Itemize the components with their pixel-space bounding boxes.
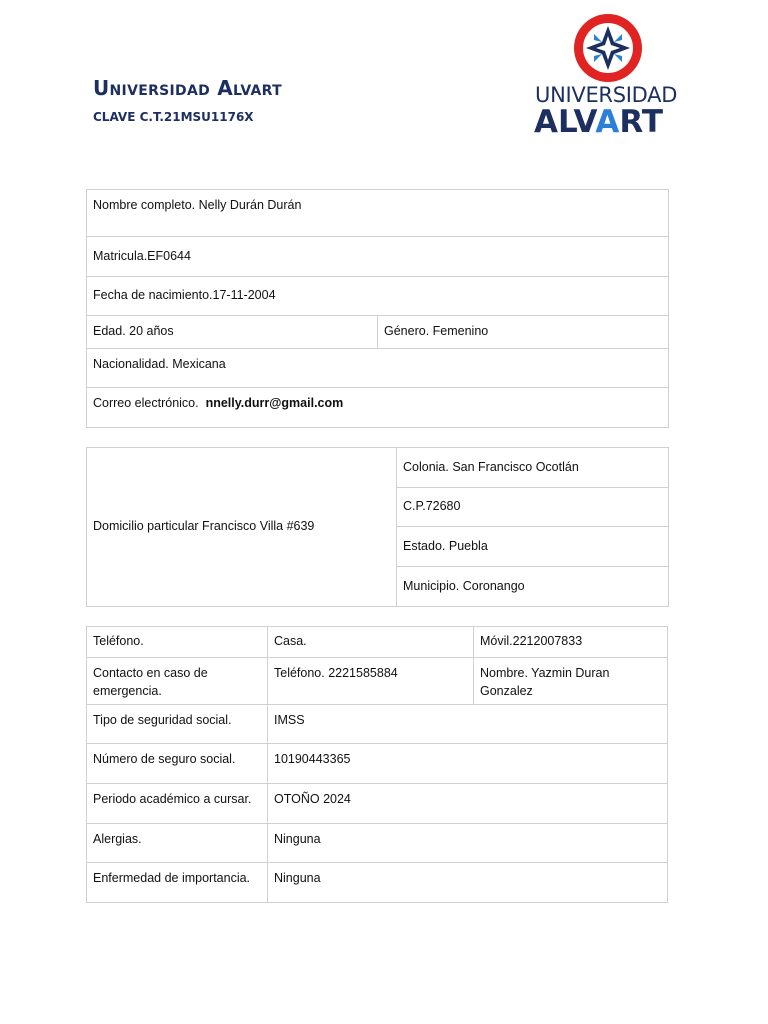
fecha-nacimiento-cell: Fecha de nacimiento.17-11-2004: [87, 277, 669, 316]
domicilio-cell: Domicilio particular Francisco Villa #639: [87, 448, 397, 607]
nss-label-cell: Número de seguro social.: [87, 744, 268, 784]
alergias-value-cell: Ninguna: [268, 824, 668, 863]
casa-cell: Casa.: [268, 627, 474, 658]
nacionalidad-cell: Nacionalidad. Mexicana: [87, 349, 669, 388]
logo-text-alvart: ALVART: [534, 104, 663, 140]
university-clave: CLAVE C.T.21MSU1176X: [93, 110, 254, 124]
telefono-label-cell: Teléfono.: [87, 627, 268, 658]
emergencia-telefono-cell: Teléfono. 2221585884: [268, 658, 474, 705]
cp-cell: C.P.72680: [397, 488, 669, 527]
nss-value-cell: 10190443365: [268, 744, 668, 784]
correo-value: nnelly.durr@gmail.com: [205, 396, 344, 410]
periodo-value-cell: OTOÑO 2024: [268, 784, 668, 824]
enfermedad-value-cell: Ninguna: [268, 863, 668, 903]
periodo-label-cell: Periodo académico a cursar.: [87, 784, 268, 824]
contact-medical-table: [86, 626, 668, 903]
matricula-cell: Matricula.EF0644: [87, 237, 669, 277]
seguridad-value-cell: IMSS: [268, 705, 668, 744]
university-title: Universidad Alvart: [93, 76, 282, 100]
address-table: [86, 447, 669, 607]
seguridad-label-cell: Tipo de seguridad social.: [87, 705, 268, 744]
logo-text-universidad: UNIVERSIDAD: [535, 83, 678, 107]
personal-info-table: [86, 189, 669, 428]
municipio-cell: Municipio. Coronango: [397, 567, 669, 607]
emergencia-label-cell: Contacto en caso de emergencia.: [87, 658, 268, 705]
emergencia-nombre-cell: Nombre. Yazmin Duran Gonzalez: [474, 658, 668, 705]
correo-label: Correo electrónico.: [93, 396, 199, 410]
genero-cell: Género. Femenino: [378, 316, 669, 349]
edad-cell: Edad. 20 años: [87, 316, 378, 349]
alergias-label-cell: Alergias.: [87, 824, 268, 863]
correo-cell: [87, 388, 669, 428]
movil-cell: Móvil.2212007833: [474, 627, 668, 658]
enfermedad-label-cell: Enfermedad de importancia.: [87, 863, 268, 903]
colonia-cell: Colonia. San Francisco Ocotlán: [397, 448, 669, 488]
estado-cell: Estado. Puebla: [397, 527, 669, 567]
nombre-cell: Nombre completo. Nelly Durán Durán: [87, 190, 669, 237]
